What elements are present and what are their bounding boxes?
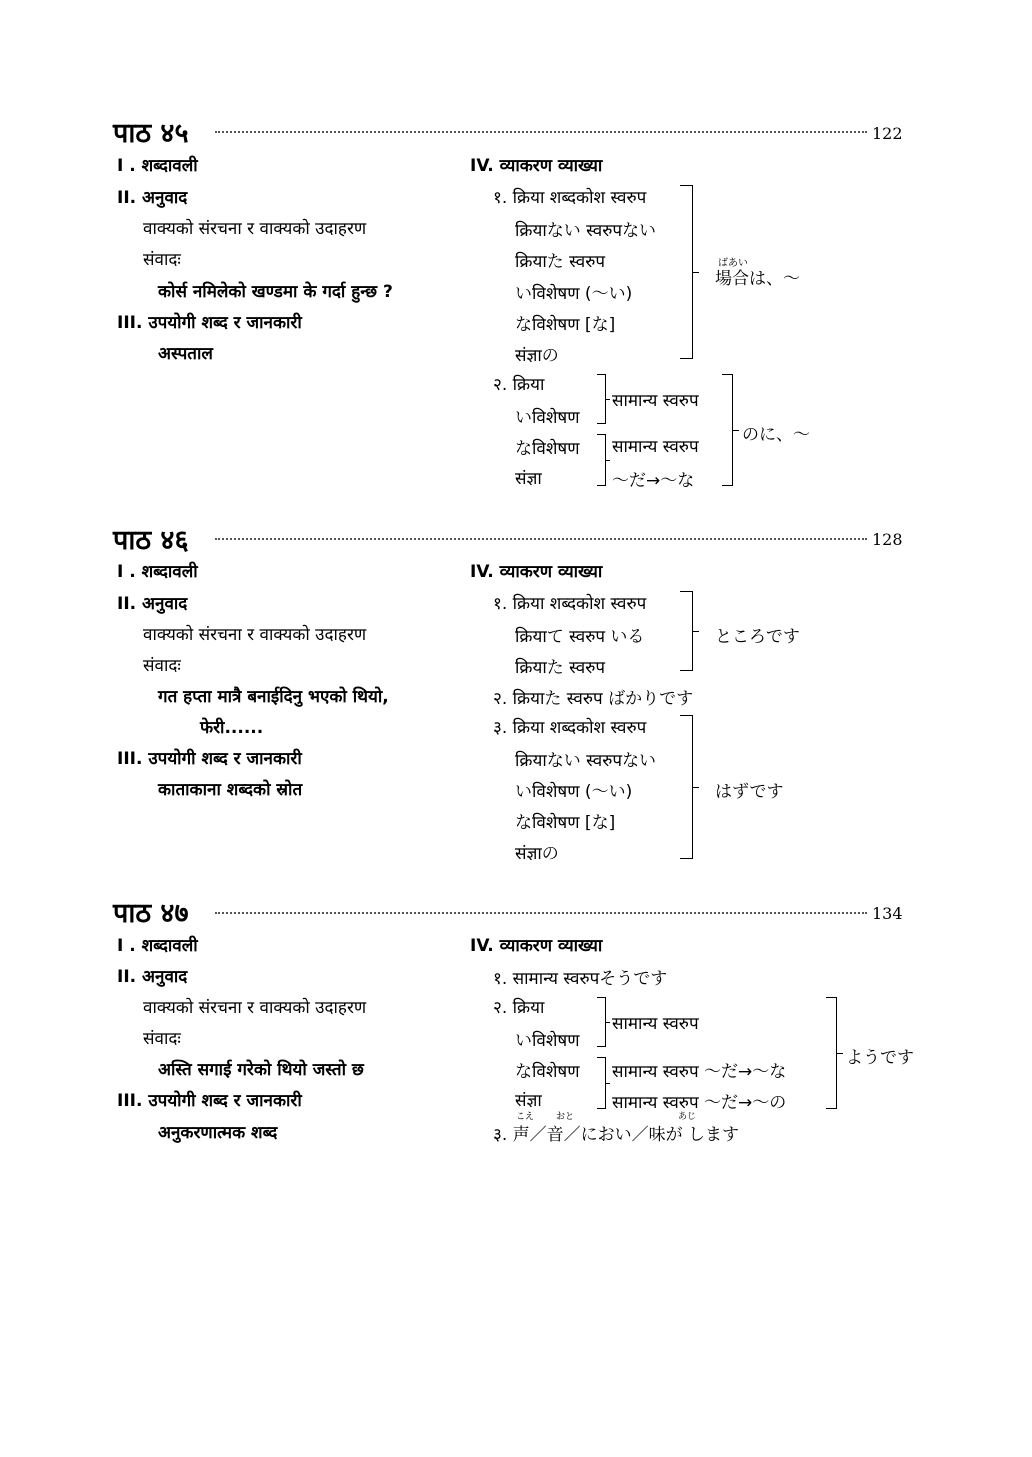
grammar-line: いविशेषण (～い) — [515, 782, 633, 802]
section-useful: III. उपयोगी शब्द र जानकारी — [117, 313, 302, 333]
ruby-text: ばあい — [718, 258, 748, 269]
grammar-mid: सामान्य स्वरुप ～だ→～の — [612, 1093, 787, 1113]
grammar-line: いविशेषण (～い) — [515, 284, 633, 304]
grammar-line: いविशेषण — [515, 1031, 580, 1051]
dot-leader — [215, 131, 867, 133]
ruby-text: あじ — [678, 1112, 697, 1122]
grammar-line: क्रियाない स्वरुपない — [515, 221, 657, 241]
grammar-result: ようです — [846, 1048, 914, 1068]
dialogue-title: अस्ति सगाई गरेको थियो जस्तो छ — [158, 1060, 364, 1080]
grammar-header: IV. व्याकरण व्याख्या — [470, 936, 603, 956]
page-number: 128 — [872, 530, 903, 549]
grammar-header: IV. व्याकरण व्याख्या — [470, 562, 603, 582]
section-translation: II. अनुवाद — [117, 594, 188, 614]
grammar-line: संज्ञाの — [515, 844, 559, 864]
right-brace — [680, 185, 693, 359]
grammar-line: なविशेषण [な] — [515, 813, 616, 833]
section-translation: II. अनुवाद — [117, 967, 188, 987]
grammar-mid: ～だ→～な — [612, 471, 695, 491]
grammar-line: २. क्रिया — [493, 998, 545, 1018]
grammar-header: IV. व्याकरण व्याख्या — [470, 156, 603, 176]
dot-leader — [215, 912, 867, 914]
grammar-line: なविशेषण — [515, 1062, 580, 1082]
right-brace — [680, 715, 693, 859]
grammar-mid: सामान्य स्वरुप — [612, 437, 699, 457]
right-brace — [722, 374, 733, 486]
structure-label: वाक्यको संरचना र वाक्यको उदाहरण — [143, 219, 367, 239]
grammar-mid: सामान्य स्वरुप — [612, 391, 699, 411]
dot-leader — [215, 538, 867, 540]
grammar-line: क्रियाて स्वरुप いる — [515, 627, 645, 647]
dialogue-title: गत हप्ता मात्रै बनाईदिनु भएको थियो, — [158, 687, 389, 707]
right-brace — [680, 591, 693, 671]
dialogue-label: संवादः — [143, 250, 181, 270]
dialogue-title-cont: फेरी...... — [200, 718, 264, 738]
useful-topic: अस्पताल — [158, 344, 213, 364]
right-brace — [597, 434, 606, 486]
structure-label: वाक्यको संरचना र वाक्यको उदाहरण — [143, 625, 367, 645]
lesson-47-title: पाठ ४७ — [113, 898, 189, 929]
useful-topic: काताकाना शब्दको स्रोत — [158, 780, 303, 800]
grammar-line: २. क्रिया — [493, 375, 545, 395]
section-vocab: I . शब्दावली — [117, 156, 198, 176]
grammar-line: क्रियाた स्वरुप — [515, 658, 606, 678]
section-useful: III. उपयोगी शब्द र जानकारी — [117, 1091, 302, 1111]
grammar-mid: सामान्य स्वरुप — [612, 1014, 699, 1034]
structure-label: वाक्यको संरचना र वाक्यको उदाहरण — [143, 998, 367, 1018]
grammar-line: संज्ञा — [515, 1091, 542, 1111]
section-vocab: I . शब्दावली — [117, 562, 198, 582]
grammar-result: 場合は、～ — [715, 269, 800, 289]
section-useful: III. उपयोगी शब्द र जानकारी — [117, 749, 302, 769]
grammar-line: २. क्रियाた स्वरुप ばかりです — [493, 689, 694, 709]
grammar-line: १. सामान्य स्वरुपそうです — [493, 969, 668, 989]
section-vocab: I . शब्दावली — [117, 936, 198, 956]
grammar-line: क्रियाない स्वरुपない — [515, 751, 657, 771]
grammar-result: ところです — [715, 627, 800, 647]
grammar-line: संज्ञा — [515, 469, 542, 489]
grammar-line: १. क्रिया शब्दकोश स्वरुप — [493, 594, 647, 614]
page-number: 134 — [872, 904, 903, 923]
right-brace — [597, 997, 606, 1047]
grammar-line: ३. क्रिया शब्दकोश स्वरुप — [493, 718, 647, 738]
right-brace — [597, 1057, 606, 1109]
grammar-line: १. क्रिया शब्दकोश स्वरुप — [493, 188, 647, 208]
dialogue-label: संवादः — [143, 1029, 181, 1049]
grammar-result: のに、～ — [742, 425, 810, 445]
grammar-line: ३. 声／音／におい／味が します — [493, 1125, 740, 1145]
grammar-line: क्रियाた स्वरुप — [515, 252, 606, 272]
dialogue-label: संवादः — [143, 656, 181, 676]
grammar-line: なविशेषण [な] — [515, 315, 616, 335]
lesson-45-title: पाठ ४५ — [113, 118, 189, 149]
page-number: 122 — [872, 124, 903, 143]
grammar-mid: सामान्य स्वरुप ～だ→～な — [612, 1062, 787, 1082]
grammar-line: संज्ञाの — [515, 346, 559, 366]
grammar-line: なविशेषण — [515, 439, 580, 459]
ruby-text: こえ — [516, 1112, 535, 1122]
useful-topic: अनुकरणात्मक शब्द — [158, 1123, 278, 1143]
ruby-text: おと — [556, 1112, 575, 1122]
right-brace — [826, 997, 837, 1109]
lesson-46-title: पाठ ४६ — [113, 525, 189, 556]
grammar-result: はずです — [715, 782, 784, 802]
dialogue-title: कोर्स नमिलेको खण्डमा के गर्दा हुन्छ ? — [158, 282, 393, 302]
section-translation: II. अनुवाद — [117, 188, 188, 208]
grammar-line: いविशेषण — [515, 408, 580, 428]
right-brace — [597, 374, 606, 424]
